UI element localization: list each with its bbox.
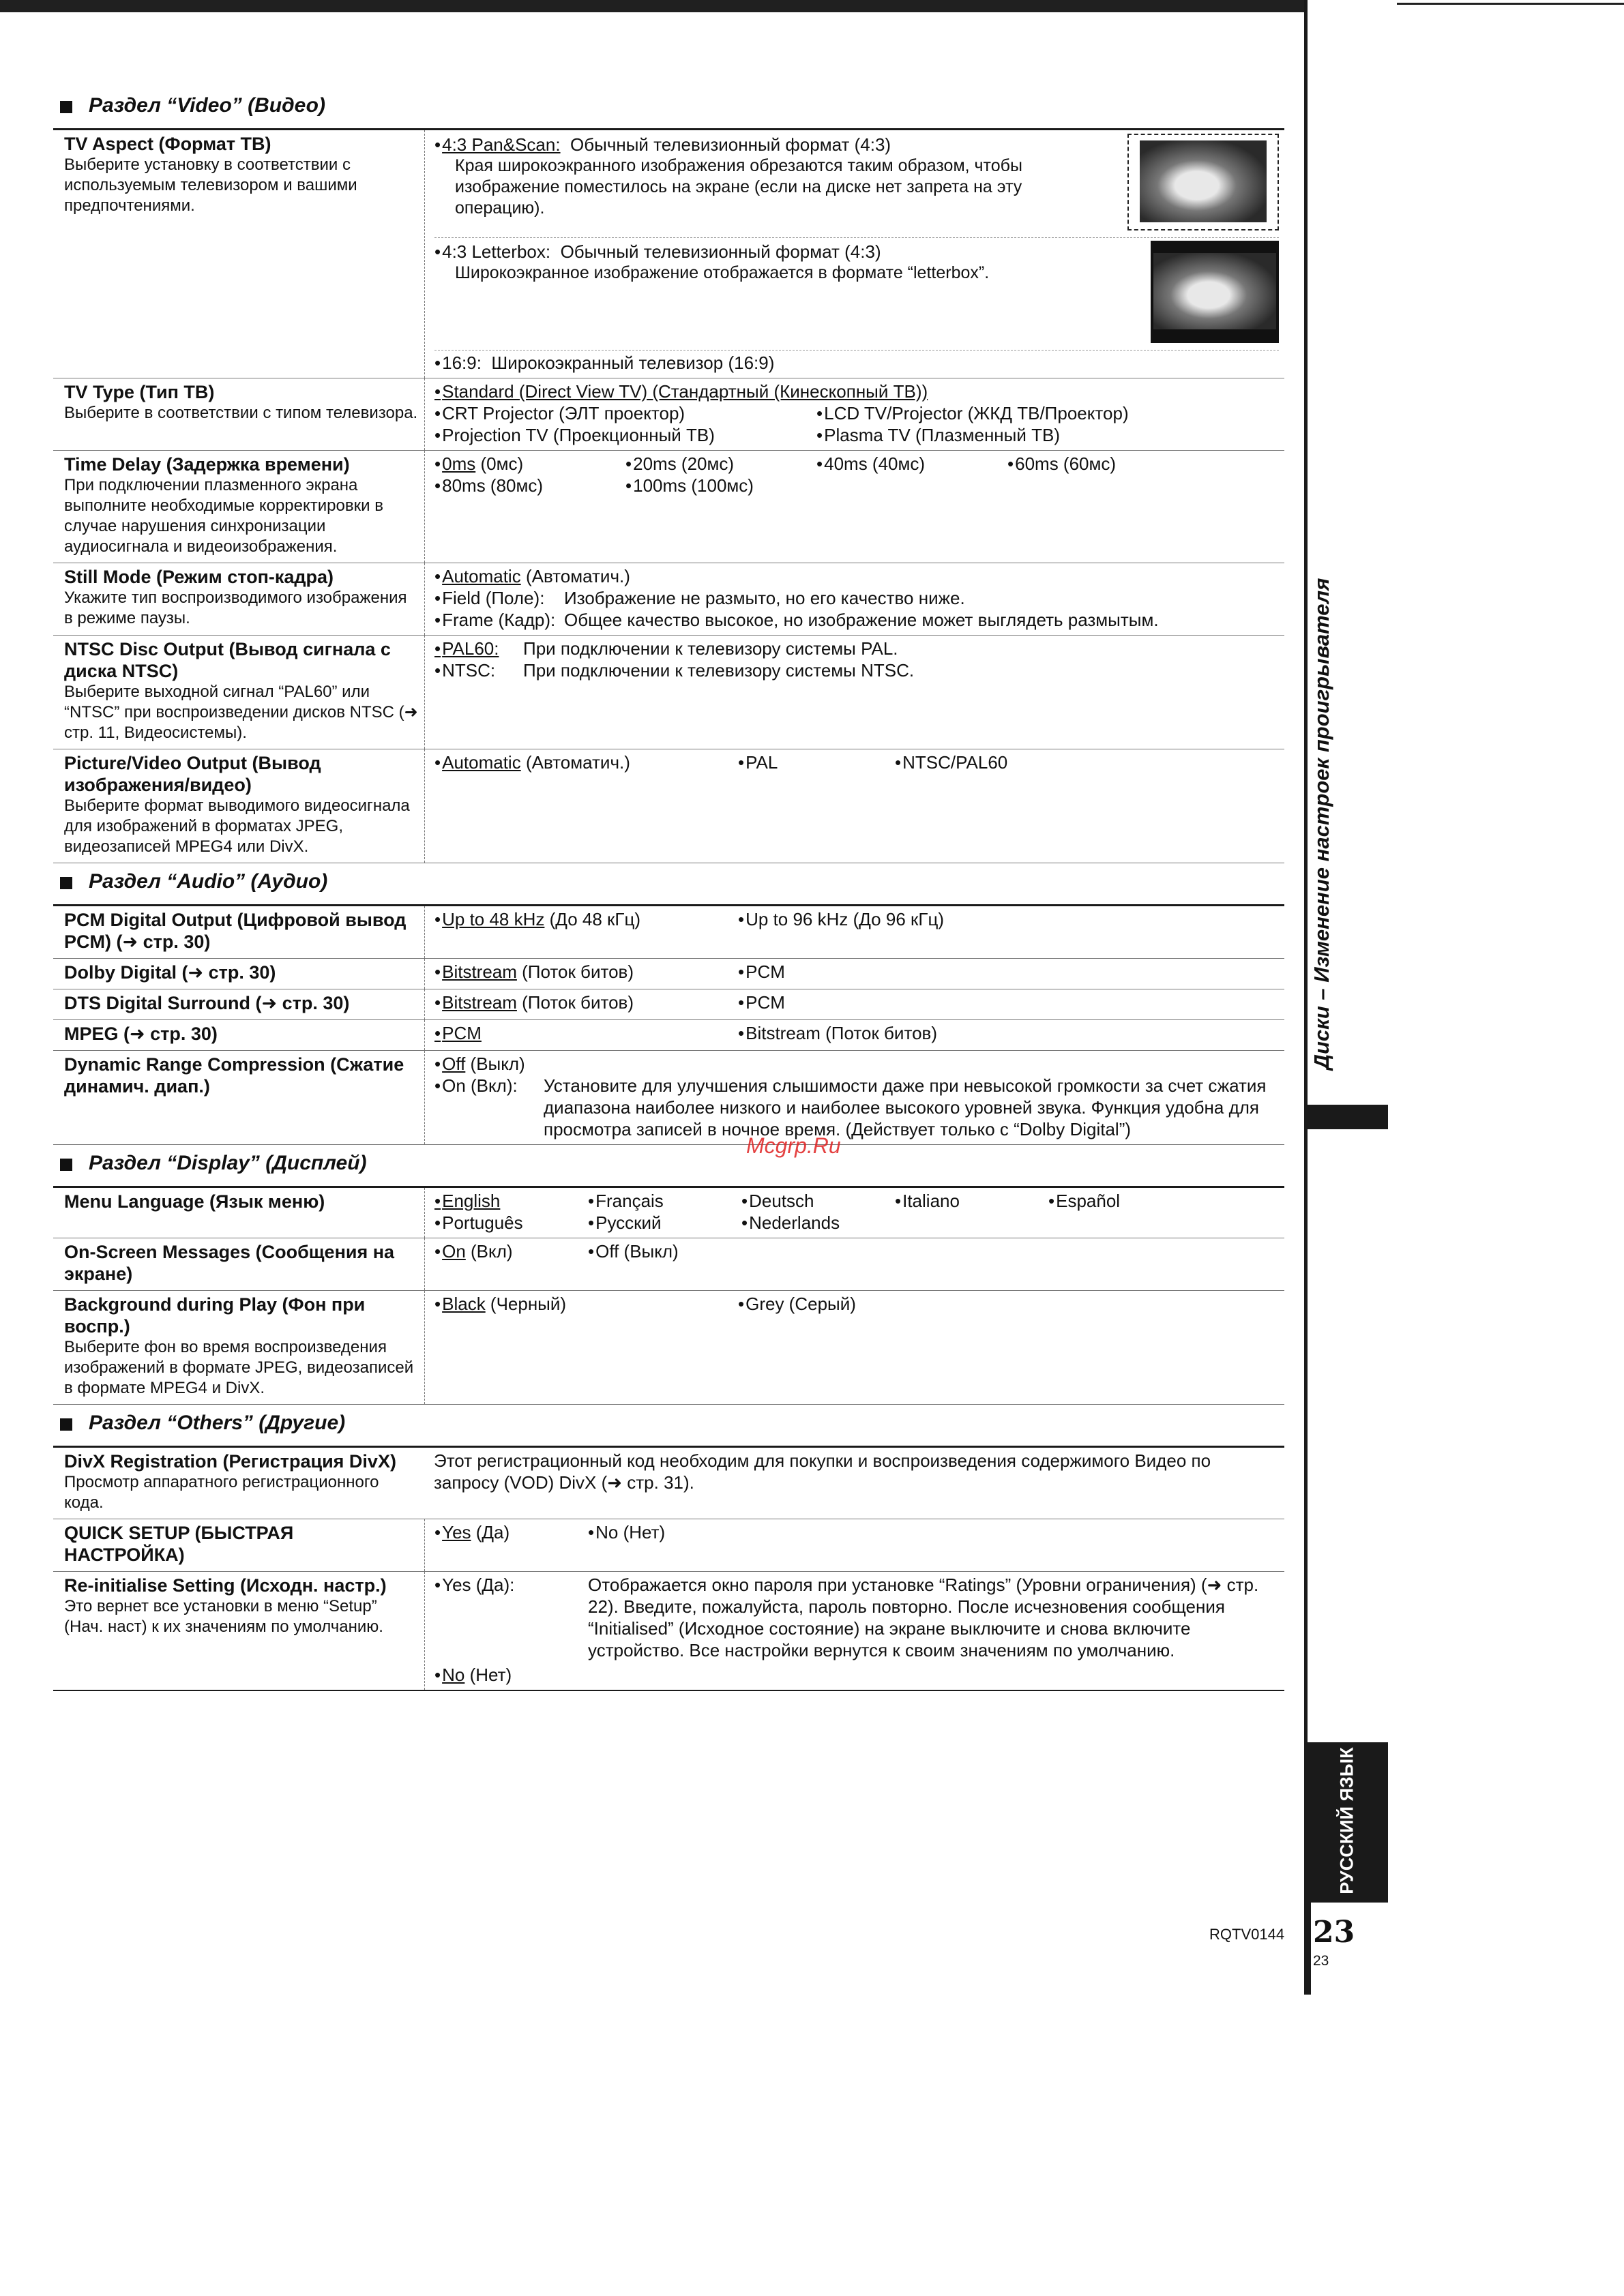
row-ntsc-output: [53, 636, 1284, 749]
section-audio: [53, 869, 1284, 906]
option-96khz[interactable]: • Up to 96 kHz (До 96 кГц): [738, 908, 944, 930]
language-tab: [1308, 1742, 1388, 1903]
option-automatic[interactable]: • Automatic (Автоматич.): [434, 565, 630, 587]
option-ntsc[interactable]: • NTSC:: [434, 659, 523, 681]
option-desc: Отображается окно пароля при установке “Ratings” (Уровни ограничения) (➜ стр. 22). Введите, пожалуйста, пароль повторно. После исчезновения сообщения “Initialised” (Исходное состояние) на экране выключите и снова включите устройство. Все настройки вернутся к своим значениям по умолчанию.: [588, 1575, 1259, 1660]
row-heading: QUICK SETUP (БЫСТРАЯ НАСТРОЙКА): [64, 1523, 294, 1565]
model-code: RQTV0144: [1209, 1926, 1285, 1943]
row-heading: DTS Digital Surround (➜ стр. 30): [64, 993, 350, 1013]
row-picture-output: [53, 749, 1284, 863]
top-bar-right: [1397, 3, 1624, 5]
option-italiano[interactable]: • Italiano: [895, 1190, 1048, 1212]
row-reinitialise: [53, 1572, 1284, 1691]
row-heading: MPEG (➜ стр. 30): [64, 1024, 218, 1044]
row-dolby: [53, 959, 1284, 989]
option-48khz[interactable]: • Up to 48 kHz (До 48 кГц): [434, 908, 738, 930]
option-russian[interactable]: • Русский: [588, 1212, 741, 1234]
row-desc: Это вернет все установки в меню “Setup” (Нач. наст) к их значениям по умолчанию.: [64, 1597, 383, 1636]
row-desc: Выберите установку в соответствии с используемым телевизором и вашими предпочтениями.: [64, 155, 357, 215]
option-desc: Края широкоэкранного изображения обрезаются таким образом, чтобы изображение поместилось на экране (если на диске нет запрета на эту операцию).: [455, 156, 1022, 218]
row-heading: DivX Registration (Регистрация DivX): [64, 1451, 396, 1472]
row-heading: TV Aspect (Формат ТВ): [64, 134, 271, 154]
option-ntsc-pal60[interactable]: • NTSC/PAL60: [895, 751, 1007, 773]
option-crt[interactable]: • CRT Projector (ЭЛТ проектор): [434, 402, 816, 424]
option-nederlands[interactable]: • Nederlands: [741, 1212, 840, 1234]
option-lcd[interactable]: • LCD TV/Projector (ЖКД ТВ/Проектор): [816, 402, 1129, 424]
row-divx: [53, 1448, 1284, 1519]
section-others: [53, 1410, 1284, 1448]
side-chapter-title: Диски – Изменение настроек проигрывателя: [1310, 578, 1333, 1070]
option-text: Обычный телевизионный формат (4:3): [570, 134, 891, 155]
section-bullet-icon: [60, 1159, 72, 1171]
page-number: 23: [1313, 1915, 1355, 1950]
option-standard[interactable]: • Standard (Direct View TV) (Стандартный (Кинескопный ТВ)): [434, 381, 928, 402]
option-yes[interactable]: • Yes (Да):: [434, 1574, 588, 1661]
row-quick-setup: [53, 1519, 1284, 1572]
option-automatic[interactable]: • Automatic (Автоматич.): [434, 751, 738, 773]
option-bitstream[interactable]: • Bitstream (Поток битов): [738, 1022, 937, 1044]
option-black[interactable]: • Black (Черный): [434, 1293, 738, 1315]
option-off[interactable]: • Off (Выкл): [434, 1053, 525, 1075]
section-title: Раздел “Others” (Другие): [89, 1412, 346, 1434]
option-desc: Изображение не размыто, но его качество ниже.: [564, 588, 965, 608]
option-text: Широкоэкранный телевизор (16:9): [491, 353, 775, 373]
row-time-delay: [53, 451, 1284, 563]
option-bitstream[interactable]: • Bitstream (Поток битов): [434, 992, 738, 1013]
row-drc: [53, 1051, 1284, 1145]
option-grey[interactable]: • Grey (Серый): [738, 1293, 856, 1315]
pan-scan-image: [1127, 134, 1279, 230]
option-no[interactable]: • No (Нет): [588, 1521, 665, 1543]
row-heading: PCM Digital Output (Цифровой вывод PCM) (➜ стр. 30): [64, 910, 407, 952]
row-still-mode: [53, 563, 1284, 636]
page-edge-line: [1304, 0, 1308, 1995]
section-video: [53, 93, 1284, 130]
option-20ms[interactable]: • 20ms (20мс): [625, 453, 816, 475]
row-desc: Выберите формат выводимого видеосигнала для изображений в форматах JPEG, видеозаписей MPEG4 или DivX.: [64, 796, 410, 856]
row-heading: TV Type (Тип ТВ): [64, 382, 215, 402]
option-80ms[interactable]: • 80ms (80мс): [434, 475, 625, 496]
language-tab-label: РУССКИЙ ЯЗЫК: [1336, 1747, 1357, 1894]
option-off[interactable]: • Off (Выкл): [588, 1240, 679, 1262]
option-on[interactable]: • On (Вкл): [434, 1240, 588, 1262]
watermark: Mcgrp.Ru: [746, 1133, 841, 1158]
option-francais[interactable]: • Français: [588, 1190, 741, 1212]
option-label[interactable]: • 16:9:: [434, 352, 482, 374]
option-espanol[interactable]: • Español: [1048, 1190, 1120, 1212]
divx-text: Этот регистрационный код необходим для покупки и воспроизведения содержимого Видео по запросу (VOD) DivX (➜ стр. 31).: [434, 1450, 1211, 1493]
row-heading: NTSC Disc Output (Вывод сигнала с диска NTSC): [64, 639, 391, 681]
option-projection[interactable]: • Projection TV (Проекционный ТВ): [434, 424, 816, 446]
row-heading: Background during Play (Фон при воспр.): [64, 1294, 366, 1337]
row-heading: Time Delay (Задержка времени): [64, 454, 350, 475]
option-no[interactable]: • No (Нет): [434, 1664, 512, 1686]
page-number-rule: [1308, 1903, 1311, 1995]
row-heading: Still Mode (Режим стоп-кадра): [64, 567, 334, 587]
row-pcm-output: [53, 906, 1284, 959]
option-desc: При подключении к телевизору системы NTSC.: [523, 660, 915, 681]
option-pal60[interactable]: • PAL60:: [434, 638, 523, 659]
option-yes[interactable]: • Yes (Да): [434, 1521, 588, 1543]
row-heading: Picture/Video Output (Вывод изображения/видео): [64, 753, 321, 795]
section-bullet-icon: [60, 101, 72, 113]
page-number-small: 23: [1313, 1953, 1329, 1969]
option-pcm[interactable]: • PCM: [738, 961, 785, 983]
section-bullet-icon: [60, 877, 72, 889]
option-frame[interactable]: • Frame (Кадр):: [434, 609, 564, 631]
section-bullet-icon: [60, 1418, 72, 1431]
option-on[interactable]: • On (Вкл):: [434, 1075, 544, 1140]
option-40ms[interactable]: • 40ms (40мс): [816, 453, 1007, 475]
letterbox-image: [1151, 241, 1279, 343]
row-desc: При подключении плазменного экрана выполните необходимые корректировки в случае нарушения синхронизации аудиосигнала и видеоизображения.: [64, 476, 383, 556]
option-desc: При подключении к телевизору системы PAL.: [523, 638, 898, 659]
row-tv-aspect: [53, 130, 1284, 378]
row-heading: Menu Language (Язык меню): [64, 1191, 325, 1212]
row-desc: Выберите фон во время воспроизведения изображений в формате JPEG, видеозаписей в формате MPEG4 и DivX.: [64, 1338, 414, 1397]
option-100ms[interactable]: • 100ms (100мс): [625, 475, 754, 496]
option-english[interactable]: • English: [434, 1190, 588, 1212]
row-desc: Выберите выходной сигнал “PAL60” или “NTSC” при воспроизведении дисков NTSC (➜ стр. 11, Видеосистемы).: [64, 683, 418, 742]
row-on-screen-messages: [53, 1238, 1284, 1291]
option-0ms[interactable]: • 0ms (0мс): [434, 453, 625, 475]
option-60ms[interactable]: • 60ms (60мс): [1007, 453, 1116, 475]
option-field[interactable]: • Field (Поле):: [434, 587, 564, 609]
row-mpeg: [53, 1020, 1284, 1051]
option-pal[interactable]: • PAL: [738, 751, 895, 773]
row-heading: On-Screen Messages (Сообщения на экране): [64, 1242, 395, 1284]
section-display: [53, 1150, 1284, 1188]
option-desc: Установите для улучшения слышимости даже при невысокой громкости за счет сжатия диапазона наиболее низкого и наиболее высокого уровней звука. Функция удобна для просмотра записей в ночное время. (Действует только с “Dolby Digital”): [544, 1075, 1267, 1139]
side-marker: [1308, 1105, 1388, 1129]
row-desc: Просмотр аппаратного регистрационного кода.: [64, 1473, 379, 1512]
row-desc: Укажите тип воспроизводимого изображения в режиме паузы.: [64, 588, 407, 627]
option-label[interactable]: 4:3 Pan&Scan:: [442, 134, 561, 155]
settings-table: [53, 87, 1284, 1691]
section-title: Раздел “Display” (Дисплей): [89, 1152, 367, 1174]
option-label[interactable]: • 4:3 Letterbox:: [434, 241, 550, 263]
top-bar: [0, 0, 1306, 12]
row-tv-type: [53, 378, 1284, 451]
row-heading: Dynamic Range Compression (Сжатие динамич. диап.): [64, 1054, 404, 1097]
row-dts: [53, 989, 1284, 1020]
section-title: Раздел “Video” (Видео): [89, 94, 325, 117]
row-heading: Re-initialise Setting (Исходн. настр.): [64, 1575, 387, 1596]
option-pcm[interactable]: • PCM: [738, 992, 785, 1013]
row-desc: Выберите в соответствии с типом телевизора.: [64, 404, 418, 422]
option-pcm[interactable]: • PCM: [434, 1022, 738, 1044]
option-desc: Общее качество высокое, но изображение может выглядеть размытым.: [564, 610, 1159, 630]
row-menu-language: [53, 1188, 1284, 1238]
row-heading: Dolby Digital (➜ стр. 30): [64, 962, 276, 983]
option-deutsch[interactable]: • Deutsch: [741, 1190, 895, 1212]
section-title: Раздел “Audio” (Аудио): [89, 870, 328, 893]
row-background: [53, 1291, 1284, 1405]
option-text: Обычный телевизионный формат (4:3): [560, 241, 881, 262]
option-bitstream[interactable]: • Bitstream (Поток битов): [434, 961, 738, 983]
option-portugues[interactable]: • Português: [434, 1212, 588, 1234]
option-plasma[interactable]: • Plasma TV (Плазменный ТВ): [816, 424, 1060, 446]
option-desc: Широкоэкранное изображение отображается в формате “letterbox”.: [455, 263, 990, 282]
side-chapter-tab: [1308, 559, 1335, 1091]
